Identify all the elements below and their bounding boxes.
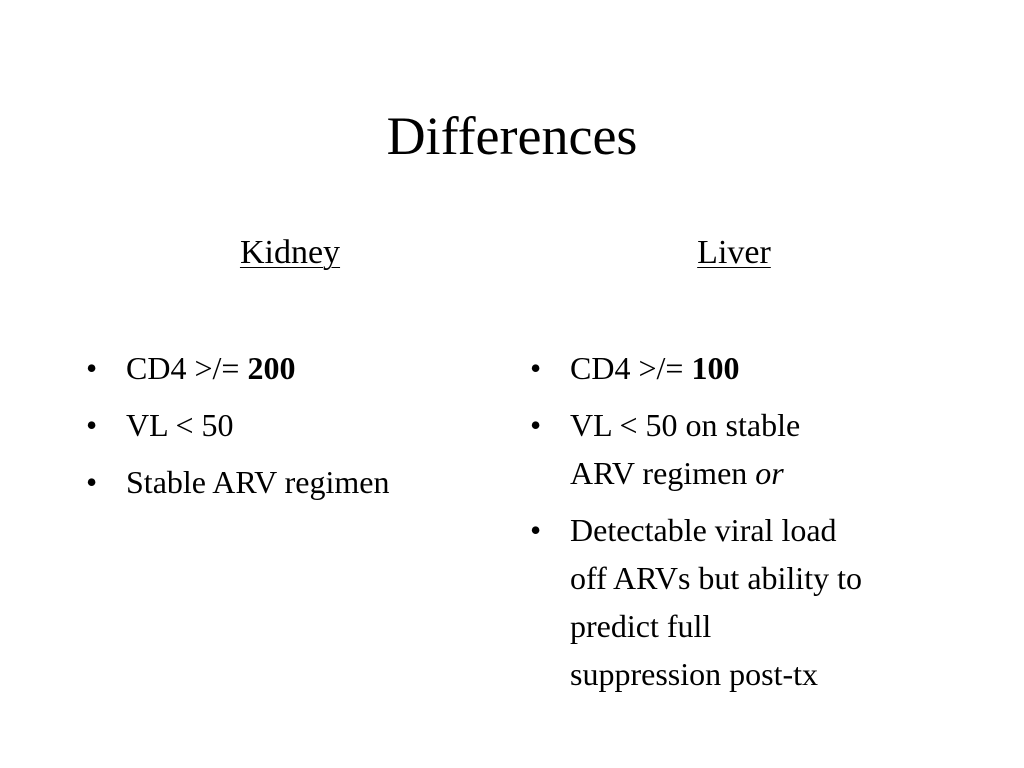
liver-item-detectable-line3: predict full: [570, 608, 712, 644]
kidney-item-arv-text: Stable ARV regimen: [126, 464, 390, 500]
kidney-heading: Kidney: [239, 234, 341, 271]
kidney-criteria-list: [86, 344, 486, 515]
kidney-item-vl: [86, 401, 486, 449]
liver-item-vl-line2: ARV regimen: [570, 455, 756, 491]
bullet-icon: •: [86, 464, 98, 500]
liver-item-cd4-value: 100: [691, 350, 740, 386]
liver-heading: Liver: [697, 234, 771, 271]
liver-item-detectable-line4: suppression post-tx: [570, 656, 818, 692]
bullet-icon: •: [86, 407, 98, 443]
kidney-item-cd4-text: CD4 >/=: [126, 350, 248, 386]
kidney-item-arv: [86, 458, 486, 506]
liver-item-detectable: [530, 506, 950, 698]
kidney-item-vl-text: VL < 50: [126, 407, 234, 443]
kidney-item-cd4: [86, 344, 486, 392]
liver-item-cd4: [530, 344, 950, 392]
liver-item-cd4-text: CD4 >/=: [570, 350, 692, 386]
bullet-icon: •: [86, 350, 98, 386]
kidney-item-cd4-value: 200: [247, 350, 296, 386]
liver-item-vl-or: or: [755, 455, 784, 491]
bullet-icon: •: [530, 512, 542, 548]
bullet-icon: •: [530, 350, 542, 386]
liver-criteria-list: [530, 344, 950, 707]
liver-item-detectable-line2: off ARVs but ability to: [570, 560, 862, 596]
liver-item-vl: [530, 401, 950, 497]
bullet-icon: •: [530, 407, 542, 443]
liver-item-detectable-line1: Detectable viral load: [570, 512, 837, 548]
liver-item-vl-line1: VL < 50 on stable: [570, 407, 801, 443]
slide-title: Differences: [386, 106, 638, 166]
